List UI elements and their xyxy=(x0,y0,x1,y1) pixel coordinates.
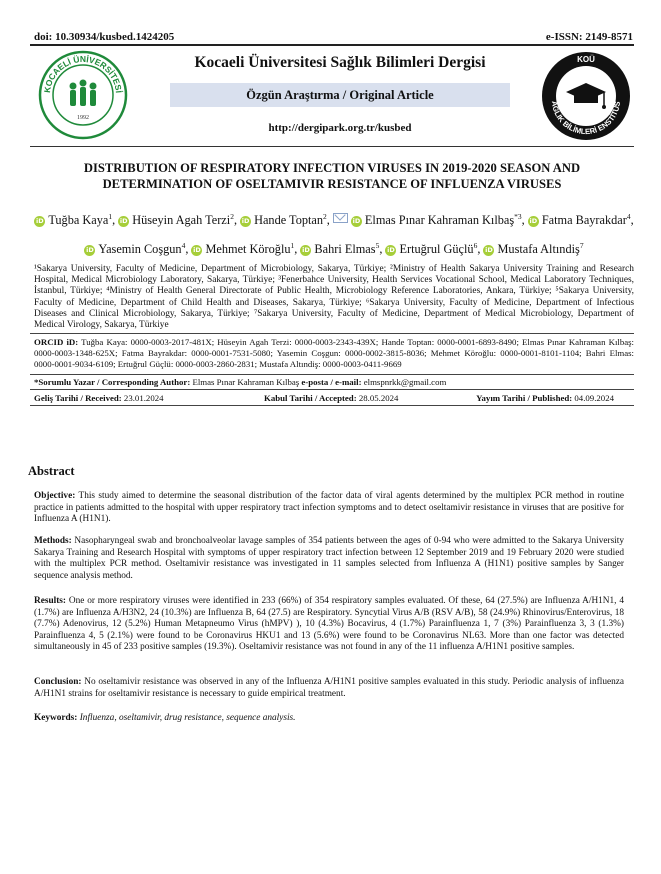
keywords: Keywords: Influenza, oseltamivir, drug resistance, sequence analysis. xyxy=(34,713,296,723)
published-label: Yayım Tarihi / Published: xyxy=(476,393,573,403)
institute-seal-text: AĞLIK BİLİMLERİ ENSTİTÜS xyxy=(549,100,623,137)
email-address[interactable]: elmspnrkk@gmail.com xyxy=(361,377,447,387)
institute-seal-logo xyxy=(540,50,632,142)
author[interactable]: iD Yasemin Coşgun$^4$ xyxy=(86,241,186,257)
title-line-2: DETERMINATION OF OSELTAMIVIR RESISTANCE OF INFLUENZA VIRUSES xyxy=(102,177,562,191)
institute-seal-top: KOÜ xyxy=(577,55,595,64)
orcid-icon[interactable]: iD xyxy=(352,217,361,226)
journal-name: Kocaeli Üniversitesi Sağlık Bilimleri Dergisi xyxy=(194,54,486,71)
corresponding-author xyxy=(34,377,634,387)
orcid-icon[interactable]: iD xyxy=(302,246,310,255)
author[interactable]: iD Hande Toptan$^2$ xyxy=(241,212,327,228)
journal-url[interactable]: http://dergipark.org.tr/kusbed xyxy=(268,122,412,134)
article-type: Özgün Araştırma / Original Article xyxy=(170,83,510,107)
orcid-list xyxy=(34,337,634,370)
orcid-text: Tuğba Kaya: 0000-0003-2017-481X; Hüseyin Agah Terzi: 0000-0003-2343-439X; Hande Toptan: 0000-0001-6893-8490; Elmas Pınar Kahraman Kılbaş: 0000-0003-1348-625X; Fatma Bayrakdar: 0000-0001-7531-5080; Yasemin Coşgun: 0000-0002-3815-8036; Mehmet Köroğlu: 0000-0001-8101-1104; Bahri Elmas: 0000-0001-9034-6109; Ertuğrul Güçlü: 0000-0003-2860-2831; Mustafa Altındiş: 0000-0003-0411-9669 xyxy=(34,337,635,369)
published-date: 04.09.2024 xyxy=(572,393,614,403)
author-list: iD Tuğba Kaya$^1$, iD Hüseyin Agah Terzi$^2$, iD Hande Toptan$^2$, iD Elmas Pınar Kahraman Kılbaş$^{*3}$, iD Fatma Bayrakdar$^4$, iD Yasemin Coşgun$^4$, iD Mehmet Köroğlu$^1$, iD Bahri Elmas$^5$, iD Ertuğrul Güçlü$^6$, iD Mustafa Altındiş$^7$ xyxy=(36,212,634,257)
header-top-rule xyxy=(30,44,634,46)
author[interactable]: iD Bahri Elmas$^5$ xyxy=(302,241,380,257)
email-icon[interactable] xyxy=(333,213,348,223)
author[interactable]: iD Tuğba Kaya$^1$ xyxy=(36,212,113,228)
received-date: 23.01.2024 xyxy=(121,393,164,403)
author[interactable]: iD Mehmet Köroğlu$^1$ xyxy=(193,241,295,257)
received-label: Geliş Tarihi / Received: xyxy=(34,393,122,403)
author[interactable]: iD Fatma Bayrakdar$^4$ xyxy=(529,212,631,228)
accepted-date: 28.05.2024 xyxy=(356,393,399,403)
author[interactable]: iD Mustafa Altındiş$^7$ xyxy=(485,241,584,257)
author[interactable]: iD Elmas Pınar Kahraman Kılbaş$^{*3}$ xyxy=(333,213,522,227)
university-seal-logo xyxy=(38,50,128,140)
dates-rule xyxy=(30,405,634,406)
orcid-icon[interactable]: iD xyxy=(485,246,493,255)
orcid-icon[interactable]: iD xyxy=(529,217,538,226)
doi: doi: 10.30934/kusbed.1424205 xyxy=(34,31,175,43)
abstract-heading: Abstract xyxy=(28,464,75,478)
e-issn: e-ISSN: 2149-8571 xyxy=(545,31,633,43)
affil-rule xyxy=(30,333,634,334)
accepted-label: Kabul Tarihi / Accepted: xyxy=(264,393,357,403)
corresponding-label: *Sorumlu Yazar / Corresponding Author: xyxy=(34,377,191,387)
abstract-objective: Objective: This study aimed to determine the seasonal distribution of the factor data of viral agents determined by the multiplex PCR method in routine practice in patients admitted to the hospital with upper respiratory tract infection symptoms and to detect oseltamivir resistance in viruses that are positive for Influenza A (H1N1). xyxy=(34,491,624,525)
orcid-icon[interactable]: iD xyxy=(86,246,94,255)
article-title xyxy=(40,160,624,192)
orcid-icon[interactable]: iD xyxy=(36,217,44,226)
corr-rule xyxy=(30,389,634,390)
orcid-rule xyxy=(30,374,634,375)
orcid-icon[interactable]: iD xyxy=(193,246,201,255)
corresponding-name: Elmas Pınar Kahraman Kılbaş xyxy=(190,377,302,387)
affiliations: ¹Sakarya University, Faculty of Medicine, Department of Microbiology, Sakarya, Türkiye; ²Ministry of Health Sakarya University Training and Research Hospital, Medical Microbiology Laboratory, Sakarya, Türkiye; ³Fenerbahce University, Health Services Vocational School, Medical Laboratory Techniques, İstanbul, Türkiye; ⁴Ministry of Health General Directorate of Public Health, Microbiology Reference Laboratories, Ankara, Türkiye; ⁵Sakarya University, Faculty of Medicine, Department of Child Health and Diseases, Sakarya, Türkiye; ⁶Sakarya University, Faculty of Medicine, Department of Infectious Diseases and Clinical Microbiology, Sakarya, Türkiye; ⁷Sakarya University, Faculty of Medicine, Department of Medical Microbiology, Department of Medical Virology, Sakarya, Türkiye xyxy=(34,264,634,331)
orcid-icon[interactable]: iD xyxy=(241,217,250,226)
title-line-1: DISTRIBUTION OF RESPIRATORY INFECTION VIRUSES IN 2019-2020 SEASON AND xyxy=(83,161,581,175)
abstract-conclusion: Conclusion: No oseltamivir resistance was observed in any of the Influenza A/H1N1 positive samples evaluated in this study. Periodic analysis of influenza A/H1N1 strains for oseltamivir resistance is necessary to guide empirical treatment. xyxy=(34,677,624,699)
author[interactable]: iD Hüseyin Agah Terzi$^2$ xyxy=(119,212,234,228)
author[interactable]: iD Ertuğrul Güçlü$^6$ xyxy=(387,241,478,257)
email-label: e-posta / e-mail: xyxy=(301,377,362,387)
abstract-results: Results: One or more respiratory viruses were identified in 233 (66%) of 354 respiratory samples evaluated. Of these, 64 (27.5%) are Influenza A/H1N1, 4 (1.7%) are Influenza A/H3N2, 24 (10.3%) are Influenza B, 64 (27.5) are Respiratory. Syncytial Virus A/B (RSV A/B), 58 (24.9%) Rhinovirus/Enterovirus, 18 (7.7%) Adenovirus, 12 (5.2%) Human Metapneumo Virus (hMPV) ), 10 (4.3%) Bocavirus, 4 (1.7%) Parainfluenza 1, 7 (3%) Parainfluenza 3, 3 (1.3%) Parainfluenza 4, 5 (2.1%) were found to be Coronavirus HKU1 and 13 (5.6%) were found to be Coronavirus NL63. More than one factor was detected simultaneously in 45 of 233 positive samples (19.3%). Oseltamivir resistance was not found in any of the 11 influenza A/H1N1 positive samples. xyxy=(34,596,624,653)
orcid-icon[interactable]: iD xyxy=(387,246,395,255)
orcid-label: ORCID iD: xyxy=(34,337,79,347)
seal-text: KOCAELİ ÜNİVERSİTESİ xyxy=(41,53,124,94)
abstract-methods: Methods: Nasopharyngeal swab and bronchoalveolar lavage samples of 354 patients between the ages of 0-94 who were admitted to the Sakarya University Sakarya Training and Research Hospital with symptoms of upper respiratory tract infection between 12 September 2019 and 19 February 2020 were studied with the multiplex PCR method. Oseltamivir resistance was investigated in 11 samples selected from Influenza A (H1N1) positive samples by Sanger sequence analysis method. xyxy=(34,536,624,581)
seal-year: 1992 xyxy=(77,115,89,121)
header-bottom-rule xyxy=(30,146,634,147)
orcid-icon[interactable]: iD xyxy=(119,217,128,226)
